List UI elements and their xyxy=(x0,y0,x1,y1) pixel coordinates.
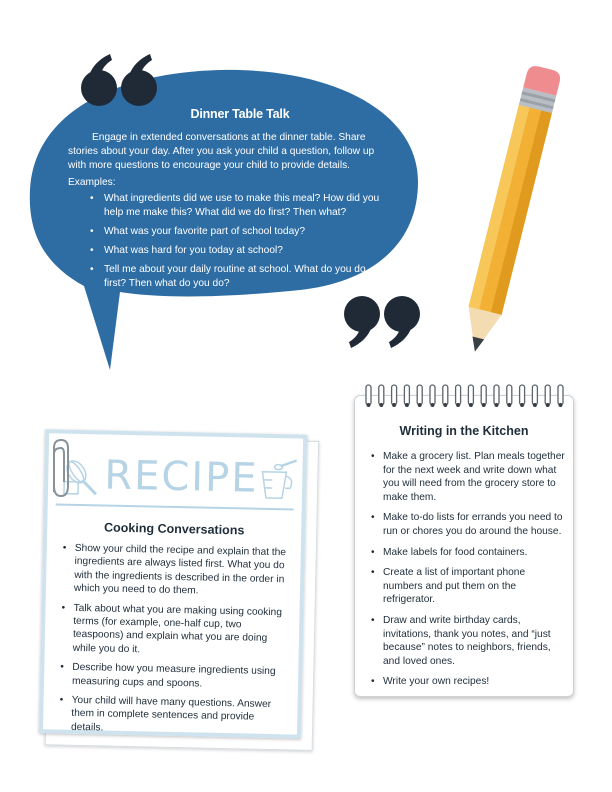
pencil-icon xyxy=(440,60,580,370)
cooking-conversations-title: Cooking Conversations xyxy=(103,520,245,538)
spiral-ring xyxy=(545,385,550,407)
spiral-ring xyxy=(481,385,486,407)
spiral-ring xyxy=(404,385,409,407)
recipe-card xyxy=(39,429,307,738)
spiral-ring xyxy=(558,385,563,407)
recipe-header-word: RECIPE xyxy=(103,452,259,502)
spiral-ring xyxy=(379,385,384,407)
spiral-ring xyxy=(366,385,371,407)
list-item: • Write your own recipes! xyxy=(369,675,565,689)
spiral-ring xyxy=(443,385,448,407)
spiral-ring xyxy=(392,385,397,407)
writing-kitchen-list xyxy=(369,450,565,696)
spiral-ring xyxy=(507,385,512,407)
list-item: • Make a grocery list. Plan meals together for the next week and write down what you will need from the grocery store to make them. xyxy=(369,450,565,504)
dinner-table-intro: Engage in extended conversations at the dinner table. Share stories about your day. After you ask your child a question, follow up with more questions to encourage your child to provide details. xyxy=(68,132,375,171)
cooking-conversations-list xyxy=(59,542,293,745)
spiral-ring xyxy=(456,385,461,407)
paperclip-icon xyxy=(46,436,76,502)
spiral-ring xyxy=(494,385,499,407)
list-item: • Tell me about your daily routine at school. What do you do first? Then what do you do? xyxy=(90,263,386,291)
spiral-ring xyxy=(532,385,537,407)
spiral-ring xyxy=(520,385,525,407)
recipe-divider xyxy=(56,503,294,510)
notebook-card xyxy=(354,395,574,697)
spiral-ring xyxy=(417,385,422,407)
writing-kitchen-title: Writing in the Kitchen xyxy=(399,424,529,438)
list-item: • Make labels for food containers. xyxy=(369,546,565,560)
spiral-binding-icon xyxy=(360,383,568,411)
close-quote-icon xyxy=(344,296,420,348)
measuring-cup-icon xyxy=(254,458,301,505)
list-item: • Talk about what you are making using cooking terms (for example, one-half cup, two teaspoons) and explain what you are doing while you do it. xyxy=(61,601,292,659)
list-item: • Your child will have many questions. Answer them in complete sentences and provide details. xyxy=(59,694,290,739)
examples-list xyxy=(90,192,386,296)
spiral-ring xyxy=(430,385,435,407)
examples-label: Examples: xyxy=(68,177,116,188)
list-item: • Draw and write birthday cards, invitations, thank you notes, and “just because” notes to neighbors, friends, and loved ones. xyxy=(369,614,565,668)
list-item: • What ingredients did we use to make this meal? How did you help me make this? What did we do first? Then what? xyxy=(90,192,386,220)
list-item: • What was hard for you today at school? xyxy=(90,244,386,258)
list-item: • Describe how you measure ingredients using measuring cups and spoons. xyxy=(60,661,291,693)
list-item: • Show your child the recipe and explain that the ingredients are always listed first. What you do with the ingredients is described in the order in which you need to do them. xyxy=(62,542,293,600)
list-item: • Make to-do lists for errands you need to run or chores you do around the house. xyxy=(369,511,565,538)
recipe-card-group xyxy=(39,429,313,747)
list-item: • What was your favorite part of school today? xyxy=(90,225,386,239)
spiral-ring xyxy=(468,385,473,407)
dinner-table-title: Dinner Table Talk xyxy=(190,107,290,121)
list-item: • Create a list of important phone numbers and put them on the refrigerator. xyxy=(369,566,565,607)
